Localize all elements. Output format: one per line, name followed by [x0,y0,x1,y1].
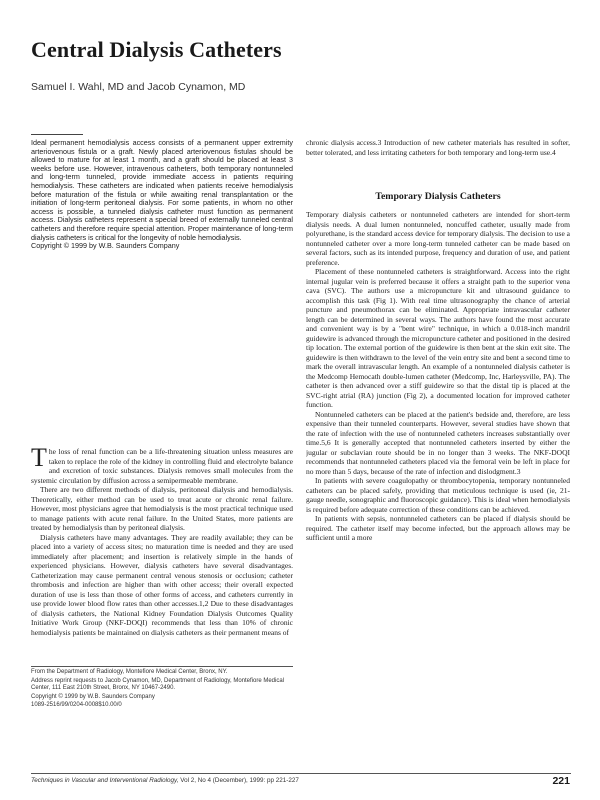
left-paragraph-2: There are two different methods of dialysis, peritoneal dialysis and hemodialysis. Theoretically, either method can be used to treat acute or chronic renal failure. However, most physicians agree that hemodialysis is the most practical technique used to manage patients with acute renal failure. In the United States, more patients are treated by hemodialysis than by peritoneal dialysis. [31,485,293,532]
right-column-body [306,210,570,770]
page-number: 221 [552,775,570,787]
right-column-intro [306,138,570,157]
left-paragraph-3: Dialysis catheters have many advantages. They are readily available; they can be placed into a variety of access sites; no maturation time is needed and they are used immediately after placement; and insertion is relatively simple in the hands of experienced physicians. However, dialysis catheters have several disadvantages. Catheterization may cause permanent central venous stenosis or occlusion; catheter thrombosis and infection are higher than with other access; their overall expected duration of use is less than those of other forms of access, and catheters currently in use provide lower blood flow rates than other accesses.1,2 Due to these disadvantages of dialysis catheters, the National Kidney Foundation Dialysis Outcomes Quality Initiative Work Group (NKF-DOQI) recommends that less than 10% of chronic hemodialysis patients be maintained on dialysis catheters as their permanent means of [31,532,293,637]
left-paragraph-1 [31,447,293,485]
right-intro-text: chronic dialysis access.3 Introduction of new catheter materials has resulted in softer, better tolerated, and less irritating catheters for both temporary and long-term use.4 [306,138,570,157]
footnote-copyright: Copyright © 1999 by W.B. Saunders Company [31,693,155,700]
right-paragraph-1: Temporary dialysis catheters or nontunneled catheters are intended for short-term dialysis needs. A dual lumen nontunneled, noncuffed catheter, usually made from polyurethane, is the standard access device for temporary dialysis. The decision to use a nontunneled catheter over a more long-term tunneled catheter can be made based on several factors, such as its intended purpose, frequency and duration of use, and patient preference. [306,210,570,267]
right-paragraph-3: Nontunneled catheters can be placed at the patient's bedside and, therefore, are less expensive than their tunneled counterparts. However, several studies have shown that the rate of infection with the use of nontunneled catheters increases substantially over time.5,6 It is generally accepted that nontunneled catheters inserted by either the jugular or subclavian route should be in no longer than 3 weeks. The NKF-DOQI recommends that nontunneled catheters placed via the femoral vein be left in place for no more than 5 days, because of the rate of infection and dislodgment.3 [306,409,570,476]
abstract-rule [31,134,83,135]
footnotes [31,669,293,711]
footnote-code: 1089-2516/99/0204-0008$10.00/0 [31,702,122,709]
abstract [31,139,293,251]
drop-cap: T [31,447,47,472]
right-paragraph-4: In patients with severe coagulopathy or thrombocytopenia, temporary nontunneled catheters can be placed safely, providing that meticulous technique is used (ie, 21-gauge needle, sonographic and fluoroscopic guidance). This is ideal when hemodialysis is required before adequate correction of these conditions can be achieved. [306,476,570,514]
footer-journal: Techniques in Vascular and Interventional Radiology, Vol 2, No 4 (December), 1999: pp 221-227 [31,777,299,784]
article-title: Central Dialysis Catheters [31,37,282,62]
journal-name: Techniques in Vascular and Interventional Radiology [31,777,177,784]
section-heading: Temporary Dialysis Catheters [375,191,501,202]
abstract-text: Ideal permanent hemodialysis access consists of a permanent upper extremity arteriovenous fistula or a graft. Newly placed arteriovenous fistulas should be allowed to mature for at least 1 month, and a graft should be placed at least 3 weeks before use. However, intravenous catheters, both temporary nontunneled and long-term tunneled, provide immediate access in patients requiring hemodialysis. These catheters are indicated when patients receive hemodialysis before maturation of the fistula or while awaiting renal transplantation or the initiation of long-term peritoneal dialysis. For some patients, in whom no other access is possible, a tunneled dialysis catheter must function as permanent access. Dialysis catheters represent a special breed of externally tunneled central catheters and therefore require special attention. Proper maintenance of long-term dialysis catheters is critical for the longevity of noble hemodialysis. [31,138,293,242]
footnote-affiliation: From the Department of Radiology, Montefiore Medical Center, Bronx, NY. [31,669,228,675]
left-paragraph-1-text: he loss of renal function can be a life-threatening situation unless measures are taken to replace the role of the kidney in controlling fluid and electrolyte balance and excretion of toxic substances. Dialysis removes small molecules from the systemic circulation by diffusion across a semipermeable membrane. [31,447,293,485]
footnote-reprints: Address reprint requests to Jacob Cynamon, MD, Department of Radiology, Montefiore Medical Center, 111 East 210th Street, Bronx, NY 10467-2490. [31,677,285,692]
footer-rule [31,773,571,774]
left-column-body [31,447,293,659]
article-authors: Samuel I. Wahl, MD and Jacob Cynamon, MD [31,81,246,93]
right-paragraph-5: In patients with sepsis, nontunneled catheters can be placed if dialysis should be required. The catheter itself may become infected, but the approach allows may be sufficient until a more [306,514,570,542]
journal-citation: Vol 2, No 4 (December), 1999: pp 221-227 [180,777,299,784]
footnote-rule [31,666,293,667]
abstract-copyright: Copyright © 1999 by W.B. Saunders Company [31,241,180,251]
right-paragraph-2: Placement of these nontunneled catheters is straightforward. Access into the right internal jugular vein is preferred because it offers a straight path to the superior vena cava (SVC). The authors use a micropuncture kit and ultrasound guidance to accomplish this task (Fig 1). With real time ultrasonography the chance of arterial puncture and pneumothorax can be eliminated. Appropriate intravascular catheter length can be determined in several ways. The authors have found the most accurate and convenient way is by a "bent wire" technique, in which a 0.018-inch mandril guidewire is advanced through the micropuncture catheter and positioned in the desired tip location. The external portion of the guidewire is then bent at the skin exit site. The guidewire is then withdrawn to the level of the vein entry site and bent a second time to mark the overall intravascular length. An example of a nontunneled dialysis catheter is the Medcomp Hemocath double-lumen catheter (Medcomp, Inc, Harleysville, PA). The catheter is then advanced over a stiff guidewire so that the distal tip is placed at the SVC-right atrial (RA) junction (Fig 2), a documented location for improved catheter function. [306,267,570,409]
